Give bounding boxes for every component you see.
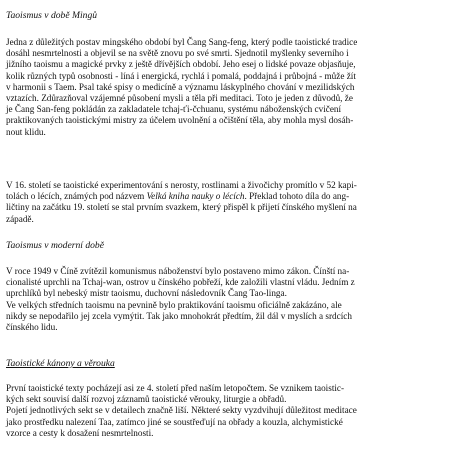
paragraph-ming-2 [6, 180, 450, 225]
text-segment: . Překlad tohoto díla do ang- [244, 191, 350, 202]
text-line: uprchlíků byl nebeský mistr taoismu, duchovní následovník Čang Tao-linga. [6, 288, 287, 299]
text-line: dosáhl nesmrtelnosti a objevil se na světě znovu po své smrti. Sjednotil myšlenky severního i [6, 48, 349, 59]
section-heading-modern: Taoismus v moderní době [6, 240, 104, 251]
paragraph-ming-1 [6, 37, 450, 138]
book-title: Velká kniha nauky o lécích [146, 191, 245, 202]
text-line: kolik různých typů osobnosti - líná i energická, rychlá i pomalá, poddajná i průbojná - může žít [6, 70, 356, 81]
text-line: kých sekt souvisí další rozvoj záznamů taoistické věrouky, liturgie a obřadů. [6, 394, 287, 405]
paragraph-modern [6, 266, 450, 333]
text-line: nout klidu. [6, 126, 46, 137]
text-line: cionalisté uprchli na Tchaj-wan, ostrov u čínského pobřeží, kde založili vlastní vládu. Jedním z [6, 277, 355, 288]
text-line: Pojetí jednotlivých sekt se v detailech značně liší. Některé sekty vyzdvihují důležitost meditace [6, 405, 357, 416]
text-line [6, 191, 450, 202]
text-line: jako prostředku nalezení Taa, zatímco jiné se soustřeďují na obřady a kouzla, alchymistické [6, 416, 343, 427]
paragraph-canons [6, 383, 450, 439]
text-line: ličtiny na začátku 19. století se stal prvním svazkem, který přispěl k přijetí čínského myšlení na [6, 202, 357, 213]
text-line: vztazích. Zdůrazňoval vzájemné působení mysli a těla při meditaci. Toto je jeden z důvodů, že [6, 92, 353, 103]
text-line: čínského lidu. [6, 321, 58, 332]
text-line: První taoistické texty pocházejí asi ze 4. století před naším letopočtem. Se vznikem taoistic- [6, 383, 345, 393]
text-line: jižního taoismu a magické prvky z ještě dřívějších období. Jeho esej o lidské povaze objasňuje, [6, 59, 356, 70]
section-heading-ming: Taoismus v době Mingů [6, 10, 98, 21]
text-line: Ve velkých středních taoismu na pevnině bylo praktikování taoismu oficiálně zakázáno, ale [6, 299, 342, 310]
section-heading-canons: Taoistické kánony a věrouka [6, 358, 115, 369]
text-line: je Čang San-feng pokládán za zakladatele tchaj-ťi-čchuanu, systému náboženských cvičení [6, 104, 342, 115]
text-line: praktikovaných taoistickými mistry za účelem uvolnění a očištění těla, aby mohla mysl dosáh- [6, 115, 354, 126]
text-segment: tolách o lécích, známých pod názvem [6, 191, 147, 202]
text-line: nikdy se nepodařilo jej zcela vymýtit. Tak jako mnohokrát předtím, žil dál v myslích a srdcích [6, 310, 352, 321]
text-line: Jedna z důležitých postav mingského období byl Čang Sang-feng, který podle taoistické tradice [6, 37, 358, 47]
text-line: v harmonii s Taem. Psal také spisy o medicíně a významu láskyplného chování v mezilidských [6, 81, 355, 92]
text-line: V roce 1949 v Číně zvítězil komunismus náboženství bylo postaveno mimo zákon. Čínští na- [6, 266, 350, 276]
text-line: vzorce a cesty k dosažení nesmrtelnosti. [6, 427, 154, 438]
text-line: V 16. století se taoistické experimentování s nerosty, rostlinami a živočichy promítlo v 52 kapi- [6, 180, 357, 190]
text-line: západě. [6, 213, 34, 224]
